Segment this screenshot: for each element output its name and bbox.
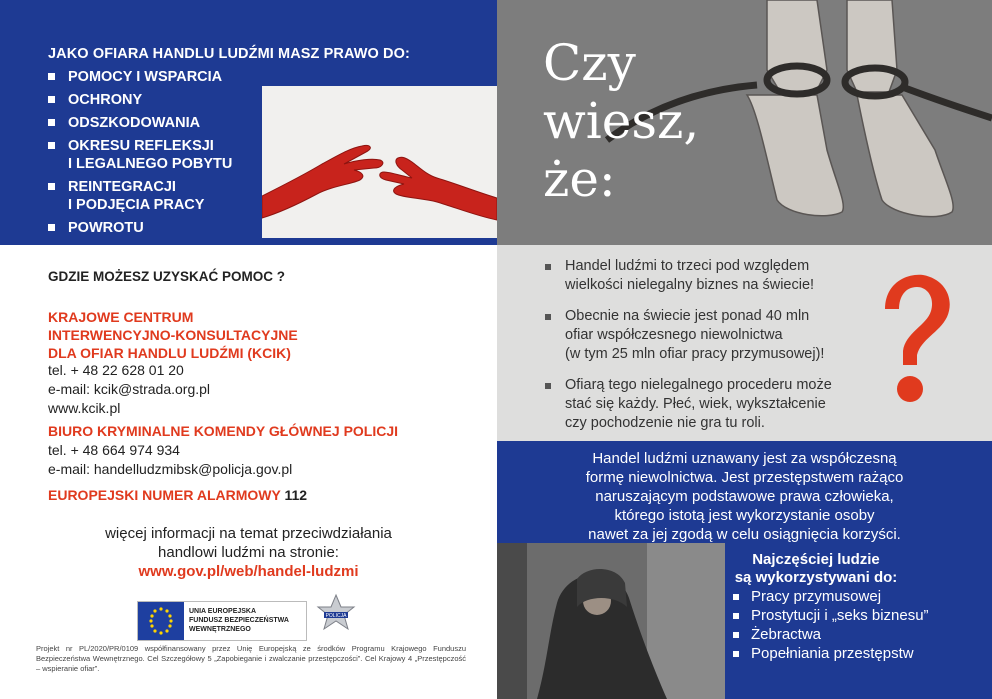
- hero-line-2: wiesz,: [543, 92, 700, 150]
- contact-heading: GDZIE MOŻESZ UZYSKAĆ POMOC ?: [48, 269, 286, 284]
- emergency-number: [48, 487, 307, 503]
- rights-item: [48, 114, 232, 132]
- bsk-name: BIURO KRYMINALNE KOMENDY GŁÓWNEJ POLICJI: [48, 423, 399, 439]
- chained-feet-photo: [497, 0, 992, 245]
- slavery-line: którego istotą jest wykorzystanie osoby: [614, 507, 875, 524]
- kcik-website: www.kcik.pl: [48, 400, 121, 416]
- fact-line: czy pochodzenie nie gra tu roli.: [565, 415, 765, 431]
- kcik-name-line: INTERWENCYJNO-KONSULTACYJNE: [48, 327, 298, 343]
- bullet-icon: [545, 383, 551, 389]
- bullet-icon: [48, 224, 55, 231]
- slavery-line: formę niewolnictwa. Jest przestępstwem rażąco: [585, 469, 904, 486]
- bullet-icon: [48, 142, 55, 149]
- kcik-phone: tel. + 48 22 628 01 20: [48, 362, 184, 378]
- slavery-statement: [497, 441, 992, 543]
- fact-item: [545, 376, 885, 433]
- fact-line: Ofiarą tego nielegalnego procederu może: [565, 377, 832, 393]
- exploitation-title-line: są wykorzystywani do:: [734, 569, 898, 586]
- bsk-contact: [48, 441, 292, 479]
- eu-logo-text: [189, 607, 289, 634]
- kcik-email: e-mail: kcik@strada.org.pl: [48, 381, 211, 397]
- bullet-icon: [48, 183, 55, 190]
- photo-illustration: [497, 543, 725, 699]
- facts-section: [497, 245, 992, 441]
- bullet-icon: [48, 96, 55, 103]
- exploitation-item-label: Popełniania przestępstw: [751, 645, 914, 662]
- more-info-line: więcej informacji na temat przeciwdziałania: [105, 525, 392, 542]
- fact-line: Handel ludźmi to trzeci pod względem: [565, 258, 810, 274]
- hero-heading: [543, 34, 699, 208]
- bullet-icon: [733, 632, 739, 638]
- exploitation-item: [731, 606, 929, 625]
- hero-line-1: Czy: [543, 34, 636, 92]
- more-info: [0, 524, 497, 581]
- question-mark-icon: [873, 273, 955, 413]
- exploitation-title-line: Najczęściej ludzie: [752, 551, 880, 568]
- bullet-icon: [545, 314, 551, 320]
- emergency-number-value: 112: [284, 487, 308, 503]
- eu-line: FUNDUSZ BEZPIECZEŃSTWA: [189, 617, 289, 624]
- rights-item: [48, 68, 232, 86]
- eu-line: WEWNĘTRZNEGO: [189, 626, 251, 633]
- exploitation-item: [731, 625, 929, 644]
- eu-logo: [137, 601, 307, 641]
- fact-item: [545, 307, 885, 364]
- bullet-icon: [545, 264, 551, 270]
- rights-item-label-2: I PODJĘCIA PRACY: [68, 197, 205, 213]
- slavery-line: naruszającym podstawowe prawa człowieka,: [595, 488, 894, 505]
- fact-line: wielkości nielegalny biznes na świecie!: [565, 277, 815, 293]
- exploitation-title: [731, 551, 901, 587]
- rights-item: [48, 91, 232, 109]
- bullet-icon: [733, 651, 739, 657]
- exploitation-item-label: Pracy przymusowej: [751, 588, 882, 605]
- slavery-line: nawet za jej zgodą w celu osiągnięcia korzyści.: [588, 526, 901, 543]
- slavery-line: Handel ludźmi uznawany jest za współczesną: [592, 450, 897, 467]
- exploitation-item-label: Prostytucji i „seks biznesu”: [751, 607, 929, 624]
- funding-note: Projekt nr PL/2020/PR/0109 współfinansowany przez Unię Europejską ze środków Programu Krajowego Funduszu Bezpieczeństwa Wewnętrznego. Cel Szczegółowy 5 „Zapobieganie i zwalczanie przestępczości”. Cel Krajowy 4 „Przestępczość – wspieranie ofiar”.: [36, 644, 466, 673]
- rights-item-label: REINTEGRACJI: [68, 179, 176, 195]
- contact-section: [0, 245, 497, 699]
- kcik-name: [48, 308, 298, 362]
- hands-illustration: [262, 86, 497, 238]
- kcik-name-line: KRAJOWE CENTRUM: [48, 309, 194, 325]
- exploitation-item: [731, 587, 929, 606]
- fact-line: (w tym 25 mln ofiar pracy przymusowej)!: [565, 346, 825, 362]
- bsk-phone: tel. + 48 664 974 934: [48, 442, 180, 458]
- rights-item: [48, 219, 232, 237]
- emergency-label: EUROPEJSKI NUMER ALARMOWY: [48, 487, 285, 503]
- rights-item-label: POWROTU: [68, 220, 144, 236]
- fact-line: ofiar współczesnego niewolnictwa: [565, 327, 783, 343]
- rights-item-label: ODSZKODOWANIA: [68, 115, 201, 131]
- slavery-text: [517, 449, 972, 543]
- rights-item: [48, 178, 232, 214]
- exploitation-item-label: Żebractwa: [751, 626, 822, 643]
- kcik-name-line: DLA OFIAR HANDLU LUDŹMI (KCIK): [48, 345, 291, 361]
- exploitation-item: [731, 644, 929, 663]
- bsk-email: e-mail: handelludzmibsk@policja.gov.pl: [48, 461, 293, 477]
- hero-line-3: że:: [543, 150, 616, 208]
- rights-item: [48, 137, 232, 173]
- police-label: POLICJA: [325, 613, 347, 619]
- exploitation-panel: [725, 543, 992, 699]
- rights-list: [48, 68, 232, 242]
- kcik-contact: [48, 361, 210, 418]
- begging-woman-photo: [497, 543, 725, 699]
- rights-item-label: OKRESU REFLEKSJI: [68, 138, 214, 154]
- eu-flag-icon: [138, 602, 184, 640]
- more-info-link[interactable]: www.gov.pl/web/handel-ludzmi: [138, 563, 359, 580]
- facts-list: [545, 257, 885, 441]
- exploitation-list: [731, 587, 929, 663]
- rights-panel: [0, 0, 497, 245]
- eu-line: UNIA EUROPEJSKA: [189, 608, 257, 615]
- rights-item-label: POMOCY I WSPARCIA: [68, 69, 223, 85]
- bullet-icon: [48, 73, 55, 80]
- fact-line: stać się każdy. Płeć, wiek, wykształcenie: [565, 396, 826, 412]
- rights-title: JAKO OFIARA HANDLU LUDŹMI MASZ PRAWO DO:: [48, 46, 410, 62]
- bullet-icon: [48, 119, 55, 126]
- bullet-icon: [733, 594, 739, 600]
- police-star-icon: [316, 593, 356, 639]
- fact-item: [545, 257, 885, 295]
- rights-item-label-2: I LEGALNEGO POBYTU: [68, 156, 233, 172]
- fact-line: Obecnie na świecie jest ponad 40 mln: [565, 308, 810, 324]
- reaching-hands-image: [262, 86, 497, 238]
- rights-item-label: OCHRONY: [68, 92, 143, 108]
- more-info-line: handlowi ludźmi na stronie:: [158, 544, 339, 561]
- bullet-icon: [733, 613, 739, 619]
